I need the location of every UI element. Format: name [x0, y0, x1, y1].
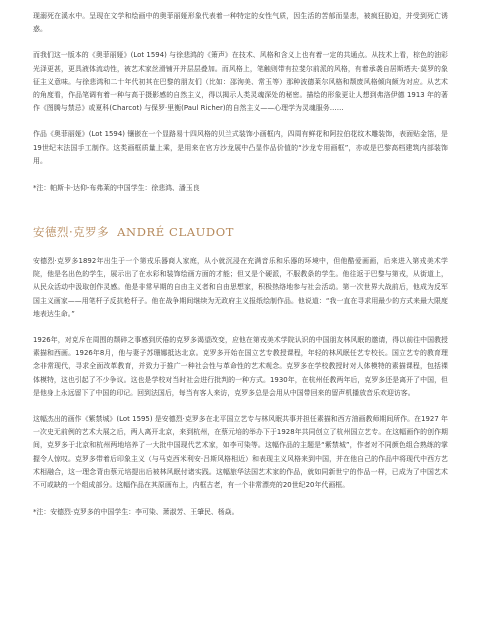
ophelia-frame-paragraph: 作品《奥菲丽娅》(Lot 1594) 镶嵌在一个显路易十四风格的贝兰式装饰小画框内，四周有鲜花和阿拉伯花纹木雕装饰，表面贴金箔，是19世纪末法国手工制作。这类画框质量上乘，是用来在官方沙龙展中凸显作品价值的“沙龙专用画框”，亦或是巴黎高档建筑内部装饰用。: [33, 130, 448, 165]
forbidden-city-paragraph: 这幅杰出的画作《紫禁城》(Lot 1595) 是安德烈·克罗多在北平国立艺专与林风眠共事并担任素描和西方油画教师期间所作。在1927 年一次史无前例的艺术大展之后，两人离开北京，来到杭州，在蔡元培的举办下于1928年共同创立了杭州国立艺专。在这幅画作的创作期间，克罗多于北京和杭州两地培养了一大批中国现代艺术家，如李可染等。这幅作品的主题是“紫禁城”，作者对不同颜色组合熟练的掌握令人惊叹。克罗多带着后印象主义（与马克西米利安·吕斯风格相近）和表现主义风格来到中国，并在他自己的作品中将现代中西方艺术相融合，这一理念背由蔡元培提出后被林风眠付诸实践。这幅旅华法国艺术家的作品，就如同新世宁的作品一样，已成为了中国艺术不可或缺的一个组成部分。这幅作品在其原画布上，内框古老，有一个非常漂亮的20世纪20年代画框。: [33, 415, 448, 490]
document-page: [33, 10, 448, 519]
andre-claudot-section-title: [33, 225, 448, 239]
section-title-english: ANDRÉ CLAUDOT: [117, 225, 235, 240]
dagnan-bouveret-students-note: *注：帕斯卡·达仰-布弗莱的中国学生：徐悲鸿、潘玉良: [33, 184, 200, 193]
section-title-chinese: 安德烈·克罗多: [33, 225, 110, 240]
claudot-students-note: *注：安德烈·克罗多的中国学生：李可染、萧淑芳、王肇民、杨焱。: [33, 508, 239, 517]
ophelia-comparison-paragraph: 而我们这一版本的《奥菲丽娅》(Lot 1594) 与徐悲鸿的《箫声》在技术、风格和含义上也有着一定的共通点。从技术上看，棕色的油彩光泽更甚，更具液体流动性，被艺术家丝滑铺开并层层叠加。而风格上，笔触则带有拉斐尔前派的风格，有着承袭自居斯塔夫·莫罗的象征主义意味。与徐悲鸿和二十年代初其在巴黎的朋友们（比如：邵洵美、常玉等）那种波德莱尔风格和颓废风格倾向颇为对应。从艺术的角度看，作品笔调有着一种与高于摄影感的自然主义，得以揭示人类灵魂深处的秘密。描绘的形象更让人想到弗洛伊德 1913 年的著作《图腾与禁忌》或夏科(Charcot) 与保罗·里衡(Paul Richer)的自然主义——心理学为灵魂服务……: [33, 51, 448, 113]
ophelia-paragraph-continued: 现溺死在溪水中。呈现在文学和绘画中的奥菲丽娅形象代表着一种特定的女性气质，因生活的苦郁而显悲，被疯狂胁迫，并受到死亡诱惑。: [33, 12, 448, 34]
claudot-china-paragraph: 1926年，对克斥在周围的颓碎之事感到厌倦的克罗多渴望改变，应他在第戎美术学院认识的中国朋友林风眠的邀请，得以前往中国教授素描和西画。1926年8月，他与妻子苏珊娜抵达北京。克罗多开始在国立艺专教授课程，年轻的林风眠任艺专校长。国立艺专的教育理念非常现代，寻求全面改革教育，并致力于推广一种社会性与革命性的艺术观念。克罗多在学校教授时对人体模特的素描课程，包括裸体模特，这也引起了不少争议。这也是学校对当时社会进行批判的一种方式。1930年，在杭州任教两年后，克罗多还是离开了中国，但是他身上永远留下了中国的印记。回到法国后，每当有客人来访，克罗多总是会用从中国带回来的留声机播放音乐欢迎访客。: [33, 336, 448, 397]
claudot-biography-paragraph: 安德烈·克罗多1892年出生于一个第戎乐器商人家庭，从小就沉浸在充满音乐和乐器的环境中，但他酷爱画画，后来进入第戎美术学院，他是名出色的学生，展示出了在水彩和装饰绘画方面的才能；但又是个硬派，不服教条的学生。他往返于巴黎与第戎，从街道上，从民众活动中汲取创作灵感。他是非常早期的自由主义者和自由思想家，积极热络地参与社会活动。第一次世界大战前后，他成为反军国主义画家——用笔杆子反抗枪杆子。他在战争期间继续为无政府主义报纸绘制作品。他说道：“我一直在寻求用最少的方式来最大限度地表达生命。”: [33, 257, 448, 318]
